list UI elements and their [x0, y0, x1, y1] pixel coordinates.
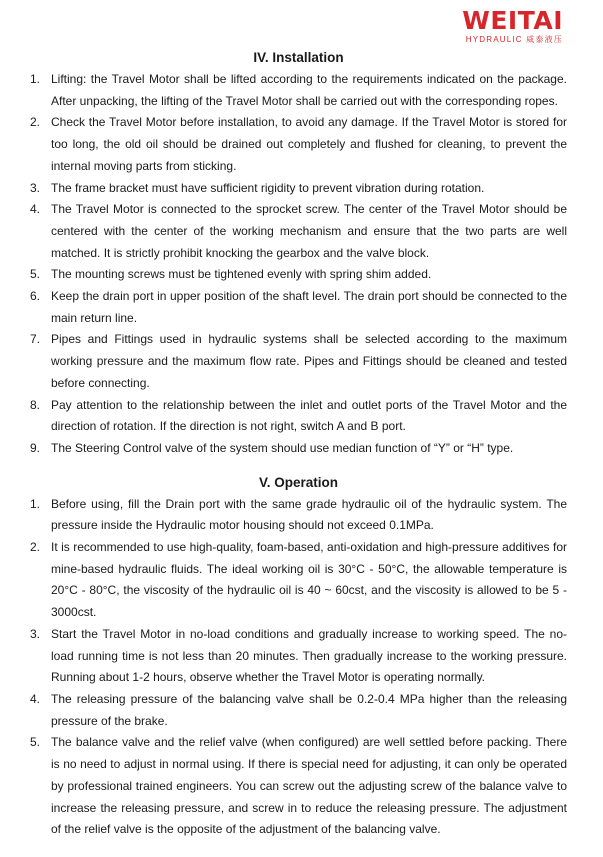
item-number: 9. — [30, 440, 41, 455]
item-text: The Travel Motor is connected to the sprocket screw. The center of the Travel Motor should be centered with the center of the working mechanism and ensure that the two parts are well matched. It is strictly prohibit knocking the gearbox and the valve block. — [51, 202, 567, 260]
item-number: 8. — [30, 397, 41, 412]
list-item — [30, 624, 567, 689]
item-text: The releasing pressure of the balancing valve shall be 0.2-0.4 MPa higher than the releasing pressure of the brake. — [51, 691, 567, 728]
item-text: Start the Travel Motor in no-load conditions and gradually increase to working speed. The no-load running time is not less than 20 minutes. Then gradually increase to the working pressure. Running about 1-2 hours, observe whether the Travel Motor is operating normally. — [51, 626, 567, 685]
list-item — [30, 264, 567, 286]
item-text: The mounting screws must be tightened evenly with spring shim added. — [51, 267, 432, 282]
operation-section — [30, 472, 567, 841]
item-text: Pay attention to the relationship between the inlet and outlet ports of the Travel Motor and the direction of rotation. If the direction is not right, switch A and B port. — [51, 397, 567, 434]
item-text: The frame bracket must have sufficient rigidity to prevent vibration during rotation. — [51, 180, 485, 195]
list-item — [30, 112, 567, 177]
list-item — [30, 69, 567, 112]
item-number: 5. — [30, 267, 41, 282]
item-number: 3. — [30, 626, 41, 641]
list-item — [30, 438, 567, 460]
item-number: 1. — [30, 72, 41, 86]
item-text: Pipes and Fittings used in hydraulic systems shall be selected according to the maximum working pressure and the maximum flow rate. Pipes and Fittings should be cleaned and tested before connecting. — [51, 332, 567, 390]
item-text: It is recommended to use high-quality, foam-based, anti-oxidation and high-pressure additives for mine-based hydraulic fluids. The ideal working oil is 30°C - 50°C, the allowable temperature is 20°C - 80°C, the viscosity of the hydraulic oil is 40 ~ 60cst, and the viscosity is allowed to be 5 - 3000cst. — [51, 540, 567, 620]
logo-subtitle: HYDRAULIC 威泰液压 — [465, 35, 563, 44]
item-text: The Steering Control valve of the system should use median function of “Y” or “H” type. — [51, 440, 514, 455]
list-item — [30, 395, 567, 438]
section-title: IV. Installation — [253, 50, 344, 65]
section-title: V. Operation — [258, 474, 339, 490]
installation-list — [30, 69, 567, 460]
item-number: 3. — [30, 180, 41, 195]
item-number: 6. — [30, 289, 41, 304]
section-gap — [30, 460, 567, 472]
list-item — [30, 286, 567, 329]
item-number: 7. — [30, 332, 41, 347]
brand-logo — [462, 8, 563, 45]
item-number: 2. — [30, 115, 41, 130]
item-text: Keep the drain port in upper position of the shaft level. The drain port should be connected to the main return line. — [51, 289, 567, 325]
item-number: 1. — [30, 496, 41, 511]
list-item — [30, 329, 567, 394]
item-text: The balance valve and the relief valve (when configured) are well settled before packing. There is no need to adjust in normal using. If there is special need for adjusting, it can only be operated by professional trained engineers. You can screw out the adjusting screw of the balance valve to increase the releasing pressure, and screw in to reduce the releasing pressure. The adjustment of the relief valve is the opposite of the adjustment of the balancing valve. — [51, 735, 567, 837]
list-item — [30, 178, 567, 200]
item-number: 4. — [30, 202, 41, 217]
document-body — [30, 47, 567, 841]
logo-wordmark: WEITAI — [462, 6, 563, 35]
installation-section — [30, 47, 567, 460]
list-item — [30, 537, 567, 624]
item-number: 2. — [30, 540, 41, 555]
item-text: Lifting: the Travel Motor shall be lifted according to the requirements indicated on the package. After unpacking, the lifting of the Travel Motor shall be carried out with the corresponding ropes. — [51, 72, 567, 108]
item-text: Check the Travel Motor before installation, to avoid any damage. If the Travel Motor is stored for too long, the old oil should be drained out completely and flushed for cleaning, to prevent the internal moving parts from sticking. — [51, 115, 567, 173]
operation-list — [30, 494, 567, 841]
list-item — [30, 689, 567, 732]
list-item — [30, 494, 567, 537]
list-item — [30, 732, 567, 841]
item-number: 5. — [30, 735, 41, 750]
item-text: Before using, fill the Drain port with the same grade hydraulic oil of the hydraulic system. The pressure inside the Hydraulic motor housing should not exceed 0.1MPa. — [51, 496, 567, 533]
list-item — [30, 199, 567, 264]
item-number: 4. — [30, 691, 41, 706]
